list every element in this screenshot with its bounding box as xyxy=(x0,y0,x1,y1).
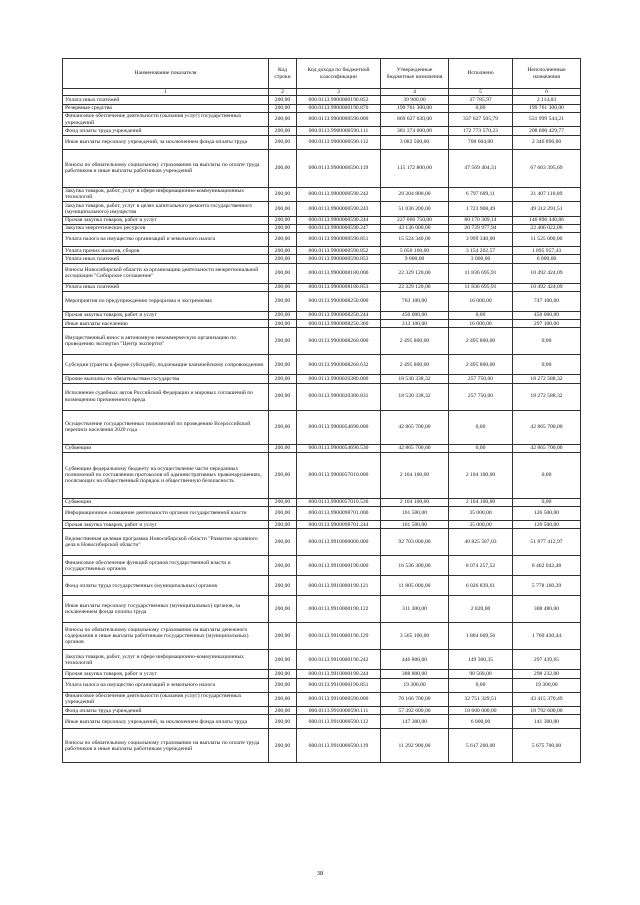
row-line-code: 200,00 xyxy=(269,355,297,375)
row-name: Закупка энергетических ресурсов xyxy=(63,224,269,232)
row-name: Исполнение судебных актов Российской Федерации и мировых соглашений по возмещению причиненного вреда xyxy=(63,383,269,410)
table-row xyxy=(63,96,581,104)
row-executed: 1 723 908,49 xyxy=(449,202,513,217)
row-name: Финансовое обеспечение деятельности (оказания услуг) государственных учреждений xyxy=(63,692,269,707)
row-name: Уплата налога на имущество организаций и земельного налога xyxy=(63,233,269,247)
row-unexecuted: 126 500,00 xyxy=(513,521,581,529)
row-approved: 18 530 338,32 xyxy=(381,383,449,410)
row-name: Закупка товаров, работ, услуг в сфере информационно-коммуникационных технологий xyxy=(63,187,269,202)
table-row xyxy=(63,149,581,187)
row-name: Иные выплаты персоналу учреждений, за исключением фонда оплаты труда xyxy=(63,135,269,149)
row-approved: 227 066 750,00 xyxy=(381,216,449,224)
row-unexecuted: 11 525 000,00 xyxy=(513,233,581,247)
row-line-code: 200,00 xyxy=(269,650,297,670)
row-approved: 92 703 000,00 xyxy=(381,529,449,556)
table-row xyxy=(63,202,581,217)
row-unexecuted: 1 760 430,44 xyxy=(513,623,581,650)
header-income-code: Код дохода по бюджетной классификации xyxy=(297,59,381,89)
table-row xyxy=(63,521,581,529)
row-income-code: 000.0113.9900054690.530 xyxy=(297,444,381,452)
row-name: Имущественный взнос в автономную некоммерческую организацию по проведению экспертиз "Центр экспертиз" xyxy=(63,328,269,355)
table-row xyxy=(63,444,581,452)
row-line-code: 200,00 xyxy=(269,96,297,104)
row-unexecuted: 22 406 022,06 xyxy=(513,224,581,232)
row-executed: 2 104 100,00 xyxy=(449,452,513,498)
row-line-code: 200,00 xyxy=(269,507,297,521)
row-line-code: 200,00 xyxy=(269,127,297,135)
row-line-code: 200,00 xyxy=(269,452,297,498)
table-row xyxy=(63,104,581,112)
row-unexecuted: 10 492 424,09 xyxy=(513,283,581,291)
row-executed: 2 495 800,00 xyxy=(449,355,513,375)
row-income-code: 000.0113.9910000190.121 xyxy=(297,576,381,596)
header-unexecuted: Неисполненные назначения xyxy=(513,59,581,89)
row-income-code: 000.0113.9900057010.000 xyxy=(297,452,381,498)
row-line-code: 200,00 xyxy=(269,678,297,692)
row-income-code: 000.0113.9910000590.000 xyxy=(297,692,381,707)
row-approved: 115 172 800,00 xyxy=(381,149,449,187)
row-approved: 161 500,00 xyxy=(381,507,449,521)
row-approved: 311 300,00 xyxy=(381,596,449,623)
row-line-code: 200,00 xyxy=(269,328,297,355)
row-line-code: 200,00 xyxy=(269,216,297,224)
row-income-code: 000.0113.9910000190.242 xyxy=(297,650,381,670)
row-line-code: 200,00 xyxy=(269,498,297,506)
column-number: 1 xyxy=(63,89,269,96)
row-line-code: 200,00 xyxy=(269,233,297,247)
row-income-code: 000.0113.9900054690.000 xyxy=(297,410,381,444)
table-row xyxy=(63,291,581,311)
row-approved: 11 805 000,00 xyxy=(381,576,449,596)
header-approved: Утвержденные бюджетные назначения xyxy=(381,59,449,89)
row-line-code: 200,00 xyxy=(269,283,297,291)
row-approved: 22 329 120,00 xyxy=(381,263,449,283)
row-executed: 3 999 340,00 xyxy=(449,233,513,247)
row-approved: 5 050 160,00 xyxy=(381,247,449,255)
row-executed: 6 000,00 xyxy=(449,715,513,729)
row-income-code: 000.0113.9900000590.853 xyxy=(297,255,381,263)
row-line-code: 200,00 xyxy=(269,715,297,729)
row-line-code: 200,00 xyxy=(269,263,297,283)
row-unexecuted: 199 761 300,00 xyxy=(513,104,581,112)
row-unexecuted: 2 346 896,00 xyxy=(513,135,581,149)
row-income-code: 000.0113.9900020380.831 xyxy=(297,383,381,410)
table-row xyxy=(63,596,581,623)
row-executed: 2 820,00 xyxy=(449,596,513,623)
table-row xyxy=(63,187,581,202)
page-number: 38 xyxy=(316,870,324,877)
row-executed: 80 170 309,14 xyxy=(449,216,513,224)
row-line-code: 200,00 xyxy=(269,576,297,596)
row-income-code: 000.0113.9900000190.870 xyxy=(297,104,381,112)
row-name: Взносы Новосибирской области за организацию деятельности межрегиональной ассоциации "Сибирское соглашение" xyxy=(63,263,269,283)
row-line-code: 200,00 xyxy=(269,444,297,452)
row-name: Закупка товаров, работ, услуг в сфере информационно-коммуникационных технологий xyxy=(63,650,269,670)
row-unexecuted: 531 999 544,21 xyxy=(513,112,581,127)
row-approved: 51 036 200,00 xyxy=(381,202,449,217)
table-row xyxy=(63,233,581,247)
row-executed: 1 804 669,56 xyxy=(449,623,513,650)
row-name: Финансовое обеспечение функций органов государственной власти и государственных органов xyxy=(63,556,269,576)
row-name: Информационное освещение деятельности органов государственной власти xyxy=(63,507,269,521)
row-unexecuted: 208 600 429,77 xyxy=(513,127,581,135)
row-income-code: 000.0113.9900000590.000 xyxy=(297,112,381,127)
row-unexecuted: 308 480,00 xyxy=(513,596,581,623)
row-unexecuted: 51 877 412,97 xyxy=(513,529,581,556)
row-income-code: 000.0113.9910000190.851 xyxy=(297,678,381,692)
row-income-code: 000.0113.9910000190.122 xyxy=(297,596,381,623)
row-approved: 3 565 100,00 xyxy=(381,623,449,650)
row-executed: 2 495 800,00 xyxy=(449,328,513,355)
table-row xyxy=(63,576,581,596)
row-executed: 35 000,00 xyxy=(449,507,513,521)
row-name: Резервные средства xyxy=(63,104,269,112)
row-approved: 446 800,00 xyxy=(381,650,449,670)
row-name: Субвенции xyxy=(63,498,269,506)
row-income-code: 000.0113.9910000190.244 xyxy=(297,670,381,678)
row-approved: 2 495 800,00 xyxy=(381,328,449,355)
row-unexecuted: 8 462 042,48 xyxy=(513,556,581,576)
row-line-code: 200,00 xyxy=(269,692,297,707)
row-unexecuted: 450 000,00 xyxy=(513,311,581,319)
row-approved: 2 495 800,00 xyxy=(381,355,449,375)
row-line-code: 200,00 xyxy=(269,149,297,187)
row-executed: 16 000,00 xyxy=(449,320,513,328)
row-approved: 2 104 100,00 xyxy=(381,452,449,498)
row-income-code: 000.0113.9900000590.111 xyxy=(297,127,381,135)
row-unexecuted: 49 312 291,51 xyxy=(513,202,581,217)
row-approved: 450 000,00 xyxy=(381,311,449,319)
table-row xyxy=(63,112,581,127)
row-name: Иные выплаты населению xyxy=(63,320,269,328)
row-executed: 6 797 689,11 xyxy=(449,187,513,202)
row-income-code: 000.0113.9900000590.851 xyxy=(297,233,381,247)
table-row xyxy=(63,650,581,670)
column-number: 5 xyxy=(449,89,513,96)
table-row xyxy=(63,224,581,232)
row-unexecuted: 0,00 xyxy=(513,355,581,375)
row-income-code: 000.0113.9900008260.000 xyxy=(297,328,381,355)
row-name: Ведомственная целевая программа Новосибирской области "Развитие архивного дела в Новосибирской области" xyxy=(63,529,269,556)
column-number: 3 xyxy=(297,89,381,96)
table-header-row xyxy=(63,59,581,89)
table-row xyxy=(63,707,581,715)
row-executed: 3 000,00 xyxy=(449,255,513,263)
row-approved: 76 166 700,00 xyxy=(381,692,449,707)
row-name: Мероприятия по предупреждению терроризма и экстремизма xyxy=(63,291,269,311)
row-name: Уплата иных платежей xyxy=(63,255,269,263)
row-unexecuted: 2 114,03 xyxy=(513,96,581,104)
row-approved: 42 865 700,00 xyxy=(381,444,449,452)
row-line-code: 200,00 xyxy=(269,410,297,444)
table-row xyxy=(63,556,581,576)
row-name: Субвенции xyxy=(63,444,269,452)
row-approved: 39 900,00 xyxy=(381,96,449,104)
row-name: Уплата иных платежей xyxy=(63,283,269,291)
row-income-code: 000.0113.9910000590.112 xyxy=(297,715,381,729)
row-line-code: 200,00 xyxy=(269,320,297,328)
row-unexecuted: 18 272 588,32 xyxy=(513,375,581,383)
table-row xyxy=(63,383,581,410)
row-name: Прочая закупка товаров, работ и услуг xyxy=(63,216,269,224)
row-approved: 22 329 120,00 xyxy=(381,283,449,291)
column-number: 6 xyxy=(513,89,581,96)
row-unexecuted: 21 407 110,89 xyxy=(513,187,581,202)
row-unexecuted: 5 778 160,39 xyxy=(513,576,581,596)
table-body xyxy=(63,96,581,763)
row-name: Взносы по обязательному социальному страхованию на выплаты денежного содержания и иные выплаты работникам государственных (муниципальных) органов xyxy=(63,623,269,650)
row-income-code: 000.0113.9910000590.111 xyxy=(297,707,381,715)
row-income-code: 000.0113.9900008250.244 xyxy=(297,311,381,319)
row-executed: 0,00 xyxy=(449,444,513,452)
row-line-code: 200,00 xyxy=(269,375,297,383)
table-row xyxy=(63,255,581,263)
row-executed: 337 627 505,79 xyxy=(449,112,513,127)
row-approved: 19 300,00 xyxy=(381,678,449,692)
row-unexecuted: 18 272 588,32 xyxy=(513,383,581,410)
row-line-code: 200,00 xyxy=(269,291,297,311)
row-name: Взносы по обязательному социальному страхованию на выплаты по оплате труда работников и иные выплаты работникам учреждений xyxy=(63,729,269,763)
table-row xyxy=(63,311,581,319)
row-income-code: 000.0113.9900000590.119 xyxy=(297,149,381,187)
row-approved: 313 100,00 xyxy=(381,320,449,328)
row-name: Прочая закупка товаров, работ и услуг xyxy=(63,521,269,529)
row-line-code: 200,00 xyxy=(269,104,297,112)
row-line-code: 200,00 xyxy=(269,383,297,410)
table-row xyxy=(63,529,581,556)
row-line-code: 200,00 xyxy=(269,596,297,623)
table-row xyxy=(63,670,581,678)
table-row xyxy=(63,410,581,444)
row-name: Осуществление государственных полномочий по проведению Всероссийской переписи населения 2020 года xyxy=(63,410,269,444)
table-row xyxy=(63,452,581,498)
row-approved: 57 392 600,00 xyxy=(381,707,449,715)
row-executed: 708 604,00 xyxy=(449,135,513,149)
row-unexecuted: 19 300,00 xyxy=(513,678,581,692)
table-row xyxy=(63,135,581,149)
row-income-code: 000.0113.9900008250.360 xyxy=(297,320,381,328)
row-executed: 3 154 202,57 xyxy=(449,247,513,255)
row-approved: 388 800,00 xyxy=(381,670,449,678)
table-row xyxy=(63,507,581,521)
row-unexecuted: 42 865 700,00 xyxy=(513,410,581,444)
table-row xyxy=(63,247,581,255)
row-unexecuted: 0,00 xyxy=(513,452,581,498)
table-row xyxy=(63,375,581,383)
row-line-code: 200,00 xyxy=(269,255,297,263)
table-row xyxy=(63,320,581,328)
row-income-code: 000.0113.9900008250.000 xyxy=(297,291,381,311)
row-unexecuted: 1 895 957,43 xyxy=(513,247,581,255)
row-line-code: 200,00 xyxy=(269,529,297,556)
row-approved: 28 204 800,00 xyxy=(381,187,449,202)
budget-execution-table xyxy=(62,58,581,763)
row-executed: 149 360,35 xyxy=(449,650,513,670)
row-executed: 20 729 977,94 xyxy=(449,224,513,232)
row-approved: 3 082 500,00 xyxy=(381,135,449,149)
table-row xyxy=(63,623,581,650)
row-income-code: 000.0113.9910000000.000 xyxy=(297,529,381,556)
row-income-code: 000.0113.9910000190.129 xyxy=(297,623,381,650)
row-executed: 11 836 695,91 xyxy=(449,263,513,283)
table-row xyxy=(63,692,581,707)
row-line-code: 200,00 xyxy=(269,623,297,650)
row-name: Фонд оплаты труда государственных (муниципальных) органов xyxy=(63,576,269,596)
row-income-code: 000.0113.9900000590.852 xyxy=(297,247,381,255)
row-name: Уплата иных платежей xyxy=(63,96,269,104)
row-executed: 5 617 200,00 xyxy=(449,729,513,763)
row-unexecuted: 42 865 700,00 xyxy=(513,444,581,452)
row-executed: 32 751 329,51 xyxy=(449,692,513,707)
row-name: Фонд оплаты труда учреждений xyxy=(63,127,269,135)
table-row xyxy=(63,263,581,283)
row-income-code: 000.0113.9910000190.000 xyxy=(297,556,381,576)
row-unexecuted: 10 492 424,09 xyxy=(513,263,581,283)
row-executed: 37 785,97 xyxy=(449,96,513,104)
row-income-code: 000.0113.9900020380.000 xyxy=(297,375,381,383)
row-name: Субсидии (гранты в форме субсидий), подлежащие казначейскому сопровождению xyxy=(63,355,269,375)
row-unexecuted: 5 675 700,00 xyxy=(513,729,581,763)
table-row xyxy=(63,729,581,763)
row-line-code: 200,00 xyxy=(269,247,297,255)
row-line-code: 200,00 xyxy=(269,670,297,678)
row-line-code: 200,00 xyxy=(269,112,297,127)
row-income-code: 000.0113.9900057010.530 xyxy=(297,498,381,506)
row-approved: 42 865 700,00 xyxy=(381,410,449,444)
table-row xyxy=(63,283,581,291)
row-line-code: 200,00 xyxy=(269,187,297,202)
table-row xyxy=(63,498,581,506)
row-name: Уплата налога на имущество организаций и земельного налога xyxy=(63,678,269,692)
row-executed: 40 825 587,03 xyxy=(449,529,513,556)
row-approved: 161 500,00 xyxy=(381,521,449,529)
row-income-code: 000.0113.9900000590.112 xyxy=(297,135,381,149)
row-line-code: 200,00 xyxy=(269,556,297,576)
row-name: Взносы по обязательному социальному страхованию на выплаты по оплате труда работников и иные выплаты работникам учреждений xyxy=(63,149,269,187)
row-line-code: 200,00 xyxy=(269,521,297,529)
row-name: Субвенции федеральному бюджету на осуществление части переданных полномочий по составлению протоколов об административных правонарушениях, посягающих на общественный порядок и общественную безопасность xyxy=(63,452,269,498)
table-row xyxy=(63,216,581,224)
row-income-code: 000.0113.9900098701.244 xyxy=(297,521,381,529)
row-executed: 11 836 695,91 xyxy=(449,283,513,291)
row-executed: 18 600 000,00 xyxy=(449,707,513,715)
row-approved: 199 761 300,00 xyxy=(381,104,449,112)
row-name: Закупка товаров, работ, услуг в целях капитального ремонта государственного (муниципального) имущества xyxy=(63,202,269,217)
row-unexecuted: 6 000,00 xyxy=(513,255,581,263)
row-name: Прочие выплаты по обязательствам государства xyxy=(63,375,269,383)
row-income-code: 000.0113.9900008180.853 xyxy=(297,283,381,291)
row-executed: 35 000,00 xyxy=(449,521,513,529)
row-approved: 869 627 030,00 xyxy=(381,112,449,127)
row-income-code: 000.0113.9900000590.244 xyxy=(297,216,381,224)
row-unexecuted: 67 603 395,69 xyxy=(513,149,581,187)
row-executed: 0,00 xyxy=(449,104,513,112)
header-line-code: Код строки xyxy=(269,59,297,89)
row-approved: 381 374 000,00 xyxy=(381,127,449,135)
header-executed: Исполнено xyxy=(449,59,513,89)
header-indicator-name: Наименование показателя xyxy=(63,59,269,89)
row-approved: 43 136 000,00 xyxy=(381,224,449,232)
row-income-code: 000.0113.9900000590.247 xyxy=(297,224,381,232)
table-row xyxy=(63,678,581,692)
row-approved: 9 000,00 xyxy=(381,255,449,263)
row-name: Фонд оплаты труда учреждений xyxy=(63,707,269,715)
row-approved: 763 100,00 xyxy=(381,291,449,311)
row-approved: 11 292 900,00 xyxy=(381,729,449,763)
row-name: Прочая закупка товаров, работ и услуг xyxy=(63,311,269,319)
row-income-code: 000.0113.9900000590.242 xyxy=(297,187,381,202)
row-unexecuted: 0,00 xyxy=(513,498,581,506)
row-executed: 0,00 xyxy=(449,410,513,444)
row-unexecuted: 297 100,00 xyxy=(513,320,581,328)
row-executed: 0,00 xyxy=(449,678,513,692)
row-line-code: 200,00 xyxy=(269,707,297,715)
table-row xyxy=(63,355,581,375)
row-name: Прочая закупка товаров, работ и услуг xyxy=(63,670,269,678)
column-number: 4 xyxy=(381,89,449,96)
row-income-code: 000.0113.9910000590.119 xyxy=(297,729,381,763)
row-approved: 18 530 338,32 xyxy=(381,375,449,383)
row-executed: 90 568,00 xyxy=(449,670,513,678)
column-number: 2 xyxy=(269,89,297,96)
row-line-code: 200,00 xyxy=(269,729,297,763)
row-line-code: 200,00 xyxy=(269,224,297,232)
row-executed: 6 026 839,61 xyxy=(449,576,513,596)
row-executed: 257 750,00 xyxy=(449,383,513,410)
row-unexecuted: 747 100,00 xyxy=(513,291,581,311)
row-income-code: 000.0113.9900098701.000 xyxy=(297,507,381,521)
table-row xyxy=(63,127,581,135)
row-unexecuted: 146 896 440,86 xyxy=(513,216,581,224)
row-line-code: 200,00 xyxy=(269,202,297,217)
row-executed: 2 104 100,00 xyxy=(449,498,513,506)
row-executed: 172 773 570,23 xyxy=(449,127,513,135)
row-income-code: 000.0113.9900008260.632 xyxy=(297,355,381,375)
row-unexecuted: 0,00 xyxy=(513,328,581,355)
row-approved: 16 536 300,00 xyxy=(381,556,449,576)
row-income-code: 000.0113.9900000590.243 xyxy=(297,202,381,217)
row-line-code: 200,00 xyxy=(269,135,297,149)
table-row xyxy=(63,715,581,729)
column-number-row xyxy=(63,89,581,96)
row-name: Финансовое обеспечение деятельности (оказания услуг) государственных учреждений xyxy=(63,112,269,127)
row-name: Уплата прочих налогов, сборов xyxy=(63,247,269,255)
row-income-code: 000.0113.9900008180.000 xyxy=(297,263,381,283)
row-name: Иные выплаты персоналу государственных (муниципальных) органов, за исключением фонда оплаты труда xyxy=(63,596,269,623)
row-executed: 0,00 xyxy=(449,311,513,319)
row-executed: 47 569 404,31 xyxy=(449,149,513,187)
row-approved: 147 300,00 xyxy=(381,715,449,729)
row-name: Иные выплаты персоналу учреждений, за исключением фонда оплаты труда xyxy=(63,715,269,729)
row-unexecuted: 43 415 370,49 xyxy=(513,692,581,707)
row-executed: 257 750,00 xyxy=(449,375,513,383)
row-unexecuted: 126 500,00 xyxy=(513,507,581,521)
row-line-code: 200,00 xyxy=(269,311,297,319)
row-unexecuted: 141 300,00 xyxy=(513,715,581,729)
row-unexecuted: 18 792 600,00 xyxy=(513,707,581,715)
row-approved: 2 104 100,00 xyxy=(381,498,449,506)
row-executed: 16 000,00 xyxy=(449,291,513,311)
row-unexecuted: 298 232,00 xyxy=(513,670,581,678)
row-unexecuted: 297 439,65 xyxy=(513,650,581,670)
table-row xyxy=(63,328,581,355)
row-approved: 15 524 340,00 xyxy=(381,233,449,247)
row-executed: 8 074 257,52 xyxy=(449,556,513,576)
row-income-code: 000.0113.9900000190.853 xyxy=(297,96,381,104)
